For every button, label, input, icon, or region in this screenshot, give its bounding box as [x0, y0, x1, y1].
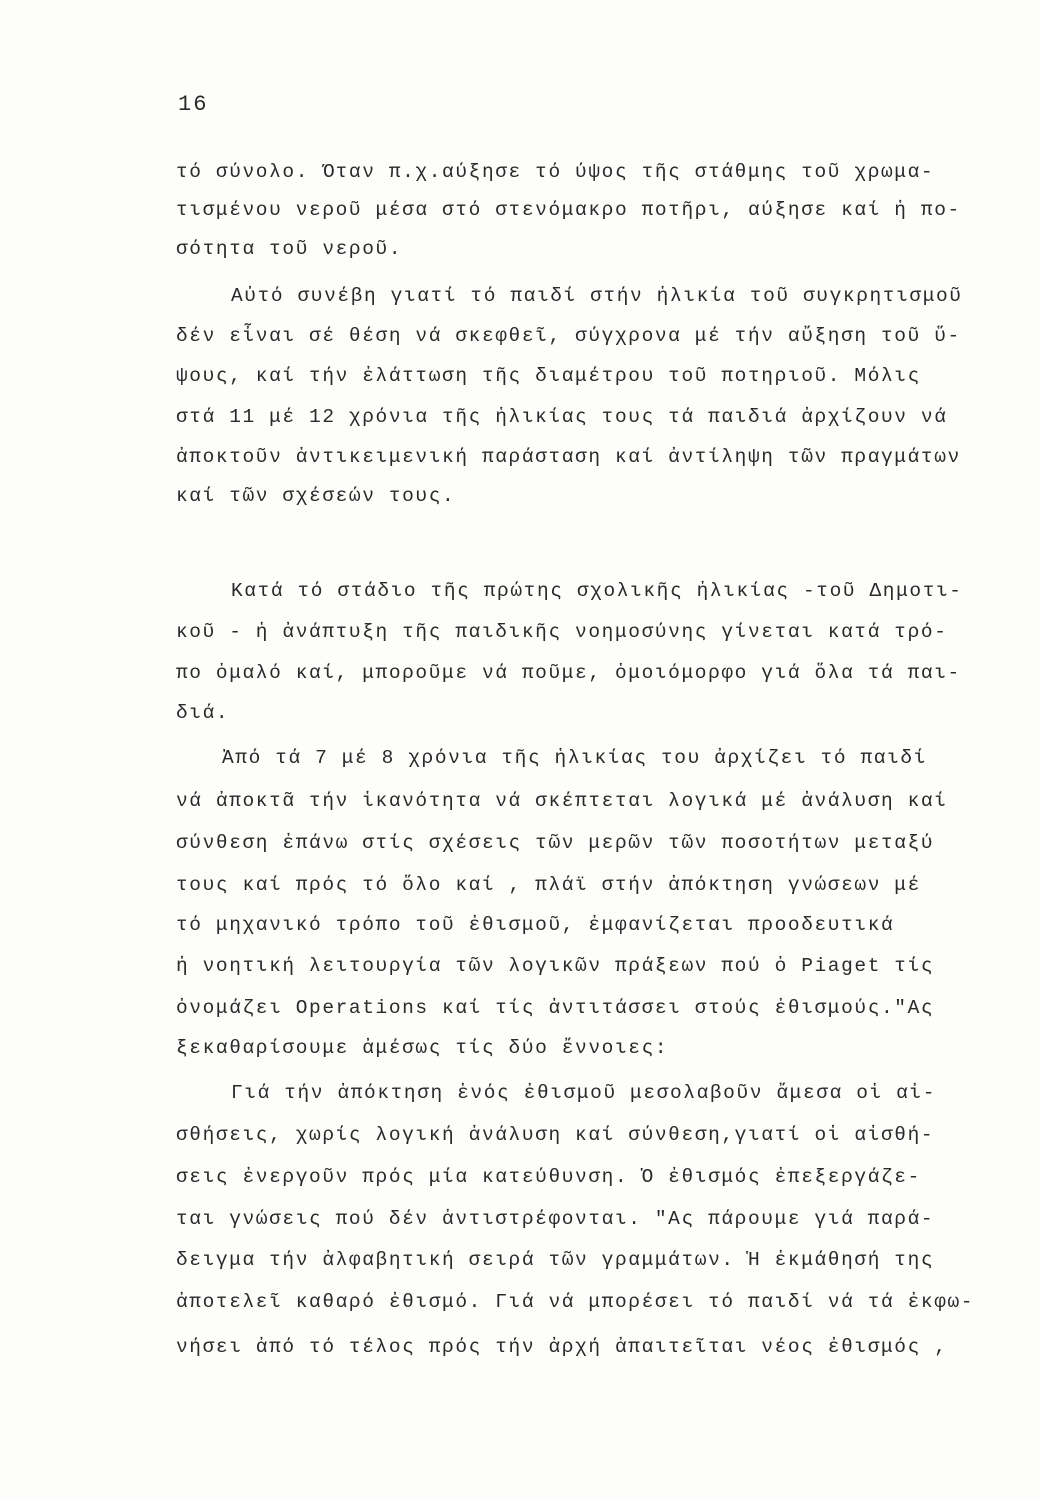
text-line: Ἀπό τά 7 μέ 8 χρόνια τῆς ἡλικίας του ἀρχίζει τό παιδί [222, 747, 928, 769]
text-line: σύνθεση ἐπάνω στίς σχέσεις τῶν μερῶν τῶν ποσοτήτων μεταξύ [176, 832, 935, 854]
text-line: διά. [176, 702, 230, 724]
text-line: Γιά τήν ἀπόκτηση ἑνός ἐθισμοῦ μεσολαβοῦν ἄμεσα οἱ αἰ- [231, 1082, 937, 1104]
text-line: ὀνομάζει Operations καί τίς ἀντιτάσσει στούς ἐθισμούς."Ας [176, 997, 935, 1019]
text-line: σεις ἐνεργοῦν πρός μία κατεύθυνση. Ὁ ἐθισμός ἐπεξεργάζε- [176, 1166, 921, 1188]
text-line: δέν εἶναι σέ θέση νά σκεφθεῖ, σύγχρονα μέ τήν αὔξηση τοῦ ὕ- [176, 325, 961, 347]
page-number: 16 [178, 92, 209, 117]
text-line: στά 11 μέ 12 χρόνια τῆς ἡλικίας τους τά παιδιά ἀρχίζουν νά [176, 406, 948, 428]
text-line: ἀποτελεῖ καθαρό ἐθισμό. Γιά νά μπορέσει τό παιδί νά τά ἐκφω- [176, 1291, 975, 1313]
text-line: Κατά τό στάδιο τῆς πρώτης σχολικῆς ἡλικίας -τοῦ Δημοτι- [231, 580, 963, 602]
text-line: τισμένου νεροῦ μέσα στό στενόμακρο ποτῆρι, αύξησε καί ἡ πο- [176, 199, 961, 221]
text-line: τό μηχανικό τρόπο τοῦ ἐθισμοῦ, ἐμφανίζεται προοδευτικά [176, 914, 895, 936]
text-line: τό σύνολο. Όταν π.χ.αύξησε τό ύψος τῆς στάθμης τοῦ χρωμα- [176, 161, 935, 183]
text-line: νά ἀποκτᾶ τήν ἱκανότητα νά σκέπτεται λογικά μέ ἀνάλυση καί [176, 790, 948, 812]
text-line: ἀποκτοῦν ἀντικειμενική παράσταση καί ἀντίληψη τῶν πραγμάτων [176, 446, 961, 468]
text-line: καί τῶν σχέσεών τους. [176, 485, 456, 507]
text-line: δειγμα τήν ἀλφαβητική σειρά τῶν γραμμάτων. Ἡ ἐκμάθησή της [176, 1249, 935, 1271]
text-line: τους καί πρός τό ὅλο καί , πλάϊ στήν ἀπόκτηση γνώσεων μέ [176, 874, 921, 896]
text-line: πο ὁμαλό καί, μποροῦμε νά ποῦμε, ὁμοιόμορφο γιά ὅλα τά παι- [176, 662, 961, 684]
text-line: ται γνώσεις πού δέν ἀντιστρέφονται. "Ας πάρουμε γιά παρά- [176, 1208, 935, 1230]
text-line: σθήσεις, χωρίς λογική ἀνάλυση καί σύνθεση,γιατί οἱ αἰσθή- [176, 1124, 935, 1146]
text-line: σότητα τοῦ νεροῦ. [176, 238, 403, 260]
text-line: ψους, καί τήν ἐλάττωση τῆς διαμέτρου τοῦ ποτηριοῦ. Μόλις [176, 365, 921, 387]
text-line: νήσει ἀπό τό τέλος πρός τήν ἀρχή ἀπαιτεῖται νέος ἐθισμός , [176, 1336, 948, 1358]
text-line: κοῦ - ἡ ἀνάπτυξη τῆς παιδικῆς νοημοσύνης γίνεται κατά τρό- [176, 621, 948, 643]
text-line: ἡ νοητική λειτουργία τῶν λογικῶν πράξεων πού ὁ Piaget τίς [176, 955, 935, 977]
text-line: Αὐτό συνέβη γιατί τό παιδί στήν ἡλικία τοῦ συγκρητισμοῦ [231, 285, 963, 307]
text-line: ξεκαθαρίσουμε ἀμέσως τίς δύο ἔννοιες: [176, 1037, 669, 1059]
